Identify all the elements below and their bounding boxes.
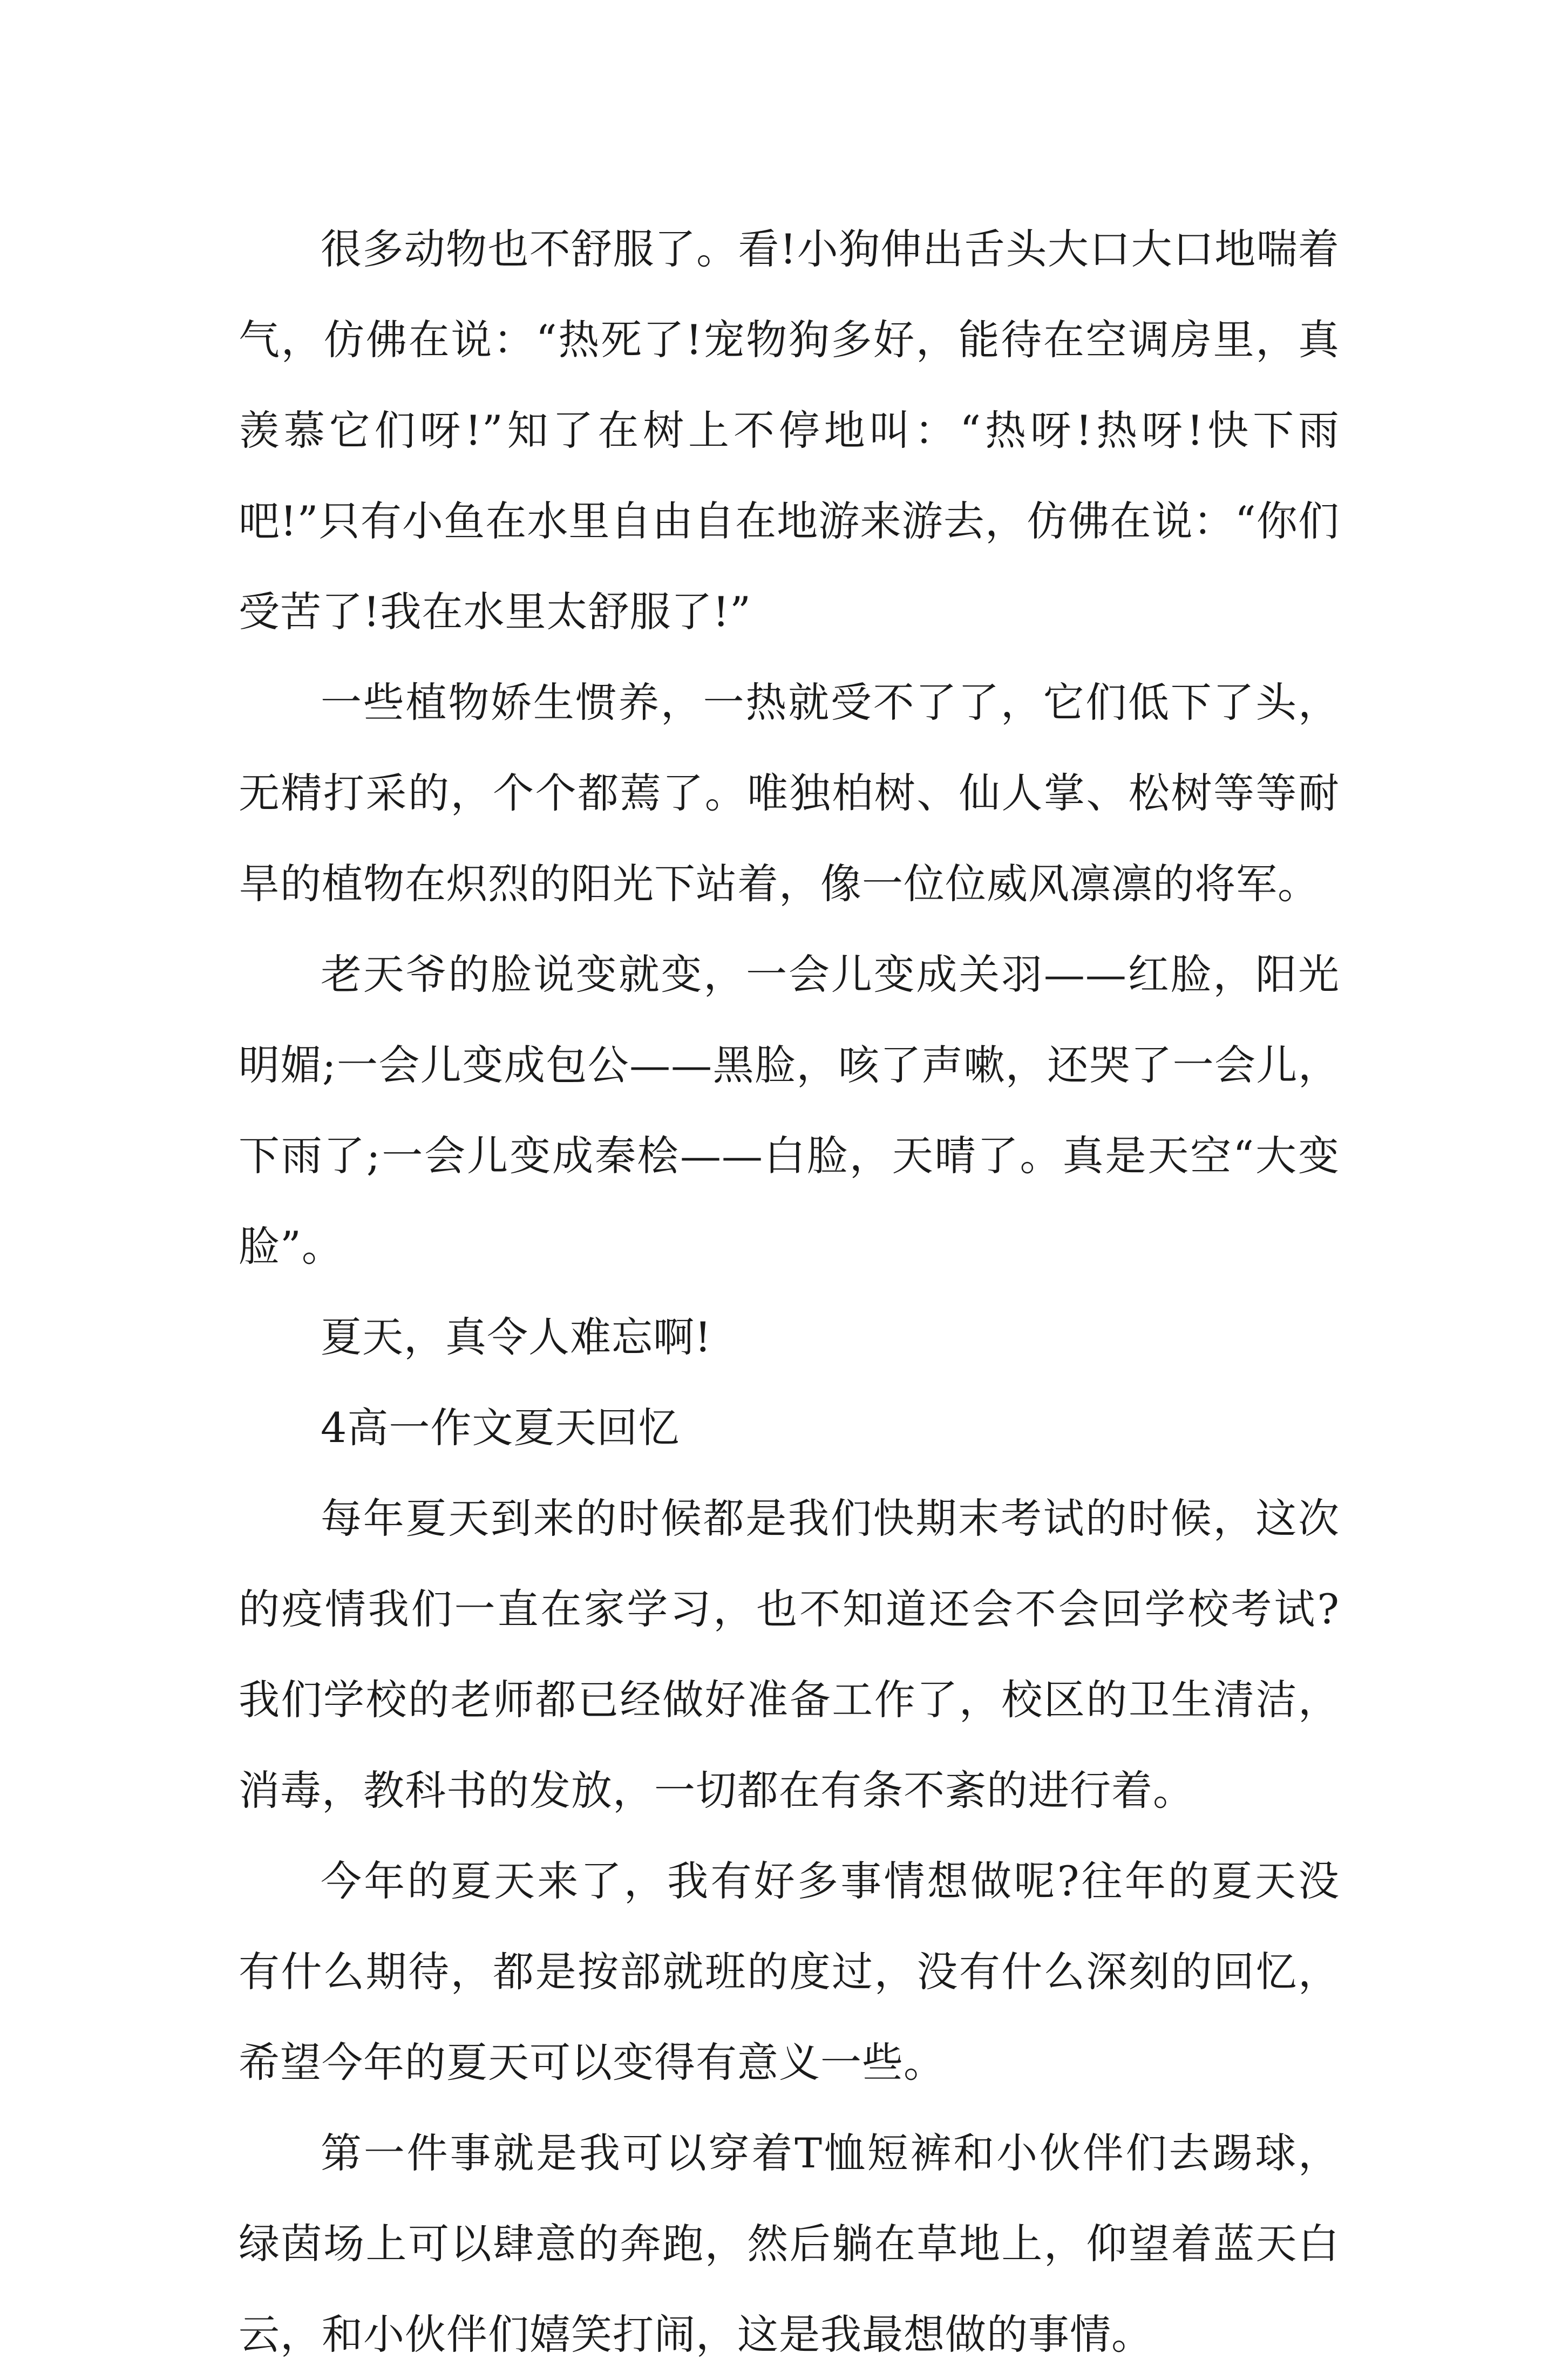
paragraph-exams: 每年夏天到来的时候都是我们快期末考试的时候，这次的疫情我们一直在家学习，也不知道还会不会回学校考试?我们学校的老师都已经做好准备工作了，校区的卫生清洁，消毒，教科书的发放，一切都在有条不紊的进行着。 (239, 1494, 1340, 1814)
paragraph-plants: 一些植物娇生惯养，一热就受不了了，它们低下了头，无精打采的，个个都蔫了。唯独柏树、仙人掌、松树等等耐旱的植物在炽烈的阳光下站着，像一位位威风凛凛的将军。 (239, 678, 1340, 908)
paragraph-conclusion: 夏天，真令人难忘啊! (321, 1313, 712, 1361)
document-body (239, 204, 1340, 2380)
paragraph-animals: 很多动物也不舒服了。看!小狗伸出舌头大口大口地喘着气，仿佛在说：“热死了!宠物狗多好，能待在空调房里，真羡慕它们呀!”知了在树上不停地叫：“热呀!热呀!快下雨吧!”只有小鱼在水里自由自在地游来游去，仿佛在说：“你们受苦了!我在水里太舒服了!” (239, 225, 1340, 636)
paragraph-summer-plans: 今年的夏天来了，我有好多事情想做呢?往年的夏天没有什么期待，都是按部就班的度过，没有什么深刻的回忆，希望今年的夏天可以变得有意义一些。 (239, 1857, 1340, 2086)
section-heading: 4高一作文夏天回忆 (321, 1404, 680, 1452)
paragraph-weather: 老天爷的脸说变就变，一会儿变成关羽——红脸，阳光明媚;一会儿变成包公——黑脸，咳了声嗽，还哭了一会儿，下雨了;一会儿变成秦桧——白脸，天晴了。真是天空“大变脸”。 (239, 950, 1340, 1270)
paragraph-football: 第一件事就是我可以穿着T恤短裤和小伙伴们去踢球，绿茵场上可以肆意的奔跑，然后躺在草地上，仰望着蓝天白云，和小伙伴们嬉笑打闹，这是我最想做的事情。 (239, 2129, 1340, 2358)
